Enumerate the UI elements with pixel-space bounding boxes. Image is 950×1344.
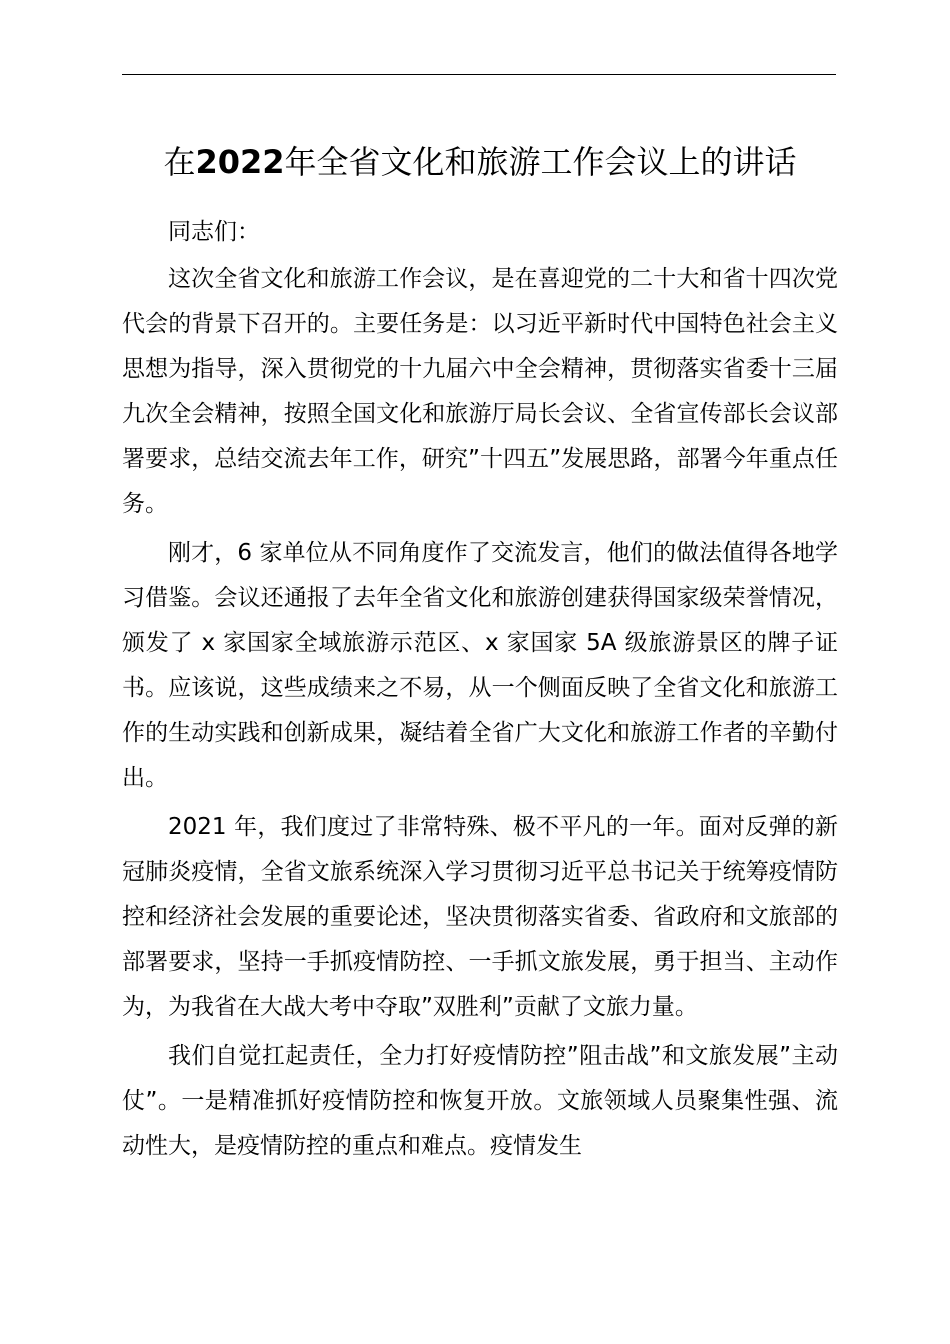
- paragraph-4: 我们自觉扛起责任，全力打好疫情防控”阻击战”和文旅发展”主动仗”。一是精准抓好疫情防控和恢复开放。文旅领域人员聚集性强、流动性大，是疫情防控的重点和难点。疫情发生: [122, 1043, 838, 1159]
- paragraph-2: 刚才，6 家单位从不同角度作了交流发言，他们的做法值得各地学习借鉴。会议还通报了去年全省文化和旅游创建获得国家级荣誉情况，颁发了 x 家国家全域旅游示范区、x 家国家 5A 级旅游景区的牌子证书。应该说，这些成绩来之不易，从一个侧面反映了全省文化和旅游工作的生动实践和创新成果，凝结着全省广大文化和旅游工作者的辛勤付出。: [122, 540, 838, 791]
- document-body: [122, 210, 838, 1173]
- title-suffix: 年全省文化和旅游工作会议上的讲话: [284, 143, 797, 181]
- title-prefix: 在: [163, 143, 196, 181]
- paragraph-3: 2021 年，我们度过了非常特殊、极不平凡的一年。面对反弹的新冠肺炎疫情，全省文旅系统深入学习贯彻习近平总书记关于统筹疫情防控和经济社会发展的重要论述，坚决贯彻落实省委、省政府和文旅部的部署要求，坚持一手抓疫情防控、一手抓文旅发展，勇于担当、主动作为，为我省在大战大考中夺取”双胜利”贡献了文旅力量。: [122, 814, 838, 1020]
- salutation: 同志们：: [168, 219, 260, 245]
- title-year: 2022: [195, 143, 285, 181]
- paragraph-1: 这次全省文化和旅游工作会议，是在喜迎党的二十大和省十四次党代会的背景下召开的。主要任务是：以习近平新时代中国特色社会主义思想为指导，深入贯彻党的十九届六中全会精神，贯彻落实省委十三届九次全会精神，按照全国文化和旅游厅局长会议、全省宣传部长会议部署要求，总结交流去年工作，研究”十四五”发展思路，部署今年重点任务。: [122, 266, 838, 517]
- page-title: [110, 138, 850, 186]
- header-rule: [122, 74, 836, 75]
